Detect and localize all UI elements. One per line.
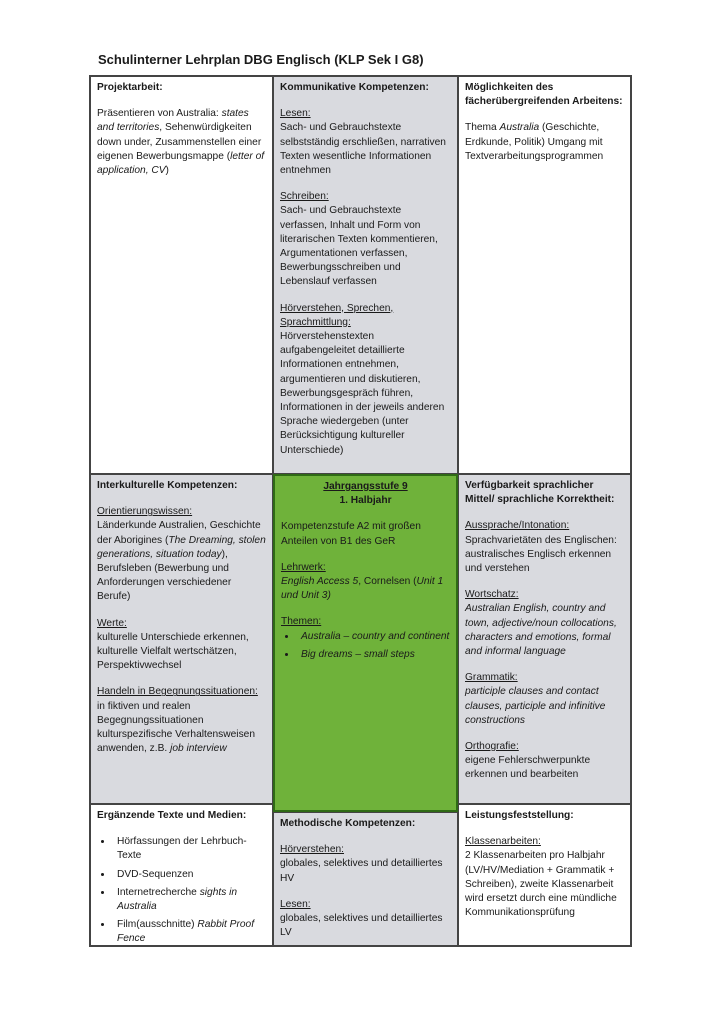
list-item: • DVD-Sequenzen: [113, 868, 266, 882]
klassenarbeiten-text: 2 Klassenarbeiten pro Halbjahr (LV/HV/Mediation + Grammatik + Schreiben), zweite Klassenarbeit wird ersetzt durch eine mündliche Kommunikationsprüfung: [465, 850, 617, 919]
grammatik-label: Grammatik:: [465, 672, 518, 684]
cell-projektarbeit: [90, 76, 273, 474]
hoerverstehen-method-text: globales, selektives und detailliertes HV: [280, 858, 443, 884]
list-item: • Hörfassungen der Lehrbuch-Texte: [113, 835, 266, 863]
cell-faecheruebergreifend: [458, 76, 631, 474]
themen-label: Themen:: [281, 616, 322, 628]
hoerverstehen-text: Hörverstehenstexten aufgabengeleitet detaillierte Informationen entnehmen, argumentieren und diskutieren, Bewerbungsgespräch führen, Informationen in der jeweils anderen Sprache wiedergeben (unter Berücksichtigung kultureller Unterschiede): [280, 331, 445, 456]
lesen-text: Sach- und Gebrauchstexte selbstständig erschließen, narrativen Texten wesentliche Informationen entnehmen: [280, 122, 446, 177]
cell-methodische-kompetenzen: [273, 812, 458, 946]
lehrwerk-text: English Access 5, Cornelsen (Unit 1 und Unit 3): [281, 576, 444, 602]
werte-label: Werte:: [97, 617, 127, 629]
orthografie-label: Orthografie:: [465, 741, 519, 753]
projektarbeit-text: Präsentieren von Australia: states and territories, Sehenwürdigkeiten down under, Zusammenstellen einer eigenen Bewerbungsmappe (letter of application, CV): [97, 108, 265, 177]
kommunikative-heading: Kommunikative Kompetenzen:: [280, 82, 429, 93]
cell-jahrgangsstufe: [273, 474, 458, 812]
list-item: • Film(ausschnitte) Rabbit Proof Fence: [113, 918, 266, 946]
medien-list: [97, 835, 266, 946]
aussprache-label: Aussprache/Intonation:: [465, 520, 570, 532]
halbjahr-heading: 1. Halbjahr: [339, 495, 392, 507]
curriculum-table: [89, 75, 632, 947]
werte-text: kulturelle Unterschiede erkennen, kulturelle Vielfalt wertschätzen, Perspektivwechsel: [97, 631, 249, 672]
aussprache-text: Sprachvarietäten des Englischen: australisches Englisch erkennen und verstehen: [465, 534, 617, 575]
faecheruebergreifend-text: Thema Australia (Geschichte, Erdkunde, Politik) Umgang mit Textverarbeitungsprogrammen: [465, 122, 604, 162]
faecheruebergreifend-heading: Möglichkeiten des fächerübergreifenden Arbeitens:: [465, 82, 623, 108]
projektarbeit-heading: Projektarbeit:: [97, 82, 163, 93]
orientierungswissen-text: Länderkunde Australien, Geschichte der Aborigines (The Dreaming, stolen generations, situation today), Berufsleben (Bewerbung und Anforderungen verschiedener Berufe): [97, 520, 266, 603]
themen-list: [281, 630, 450, 662]
hoerverstehen-label: Hörverstehen, Sprechen, Sprachmittlung:: [280, 302, 394, 328]
kompetenzstufe-text: Kompetenzstufe A2 mit großen Anteilen von B1 des GeR: [281, 521, 421, 547]
handeln-label: Handeln in Begegnungssituationen:: [97, 686, 258, 698]
grammatik-text: participle clauses and contact clauses, participle and infinitive constructions: [465, 686, 606, 726]
lesen-method-text: globales, selektives und detailliertes LV: [280, 913, 443, 939]
klassenarbeiten-label: Klassenarbeiten:: [465, 836, 541, 848]
lesen-label: Lesen:: [280, 108, 311, 120]
orientierungswissen-label: Orientierungswissen:: [97, 506, 193, 518]
interkulturelle-heading: Interkulturelle Kompetenzen:: [97, 480, 238, 491]
medien-heading: Ergänzende Texte und Medien:: [97, 810, 247, 821]
list-item: • Internetrecherche sights in Australia: [113, 886, 266, 914]
cell-sprachliche-mittel: [458, 474, 631, 804]
list-item: • Big dreams – small steps: [297, 648, 450, 662]
cell-ergaenzende-medien: [90, 804, 273, 946]
page-title: Schulinterner Lehrplan DBG Englisch (KLP Sek I G8): [98, 52, 424, 67]
jahrgangsstufe-heading: Jahrgangsstufe 9: [323, 481, 408, 492]
leistung-heading: Leistungsfeststellung:: [465, 810, 574, 821]
schreiben-text: Sach- und Gebrauchstexte verfassen, Inhalt und Form von literarischen Texten kommentieren, Argumentationen verfassen, Bewerbungsschreiben und Lebenslauf verfassen: [280, 205, 438, 288]
lesen-method-label: Lesen:: [280, 898, 311, 910]
orthografie-text: eigene Fehlerschwerpunkte erkennen und bearbeiten: [465, 755, 591, 781]
cell-kommunikative-kompetenzen: [273, 76, 458, 474]
list-item: • Australia – country and continent: [297, 630, 450, 644]
cell-leistungsfeststellung: [458, 804, 631, 946]
sprachliche-mittel-heading: Verfügbarkeit sprachlicher Mittel/ sprachliche Korrektheit:: [465, 480, 615, 506]
cell-interkulturelle-kompetenzen: [90, 474, 273, 804]
schreiben-label: Schreiben:: [280, 191, 329, 203]
wortschatz-text: Australian English, country and town, adjective/noun collocations, characters and emotions, formal and informal language: [465, 603, 617, 658]
wortschatz-label: Wortschatz:: [465, 589, 519, 601]
lehrwerk-label: Lehrwerk:: [281, 561, 326, 573]
methodische-heading: Methodische Kompetenzen:: [280, 818, 416, 829]
handeln-text: in fiktiven und realen Begegnungssituationen kulturspezifische Verhaltensweisen anwenden, z.B. job interview: [97, 700, 255, 755]
hoerverstehen-method-label: Hörverstehen:: [280, 844, 344, 856]
